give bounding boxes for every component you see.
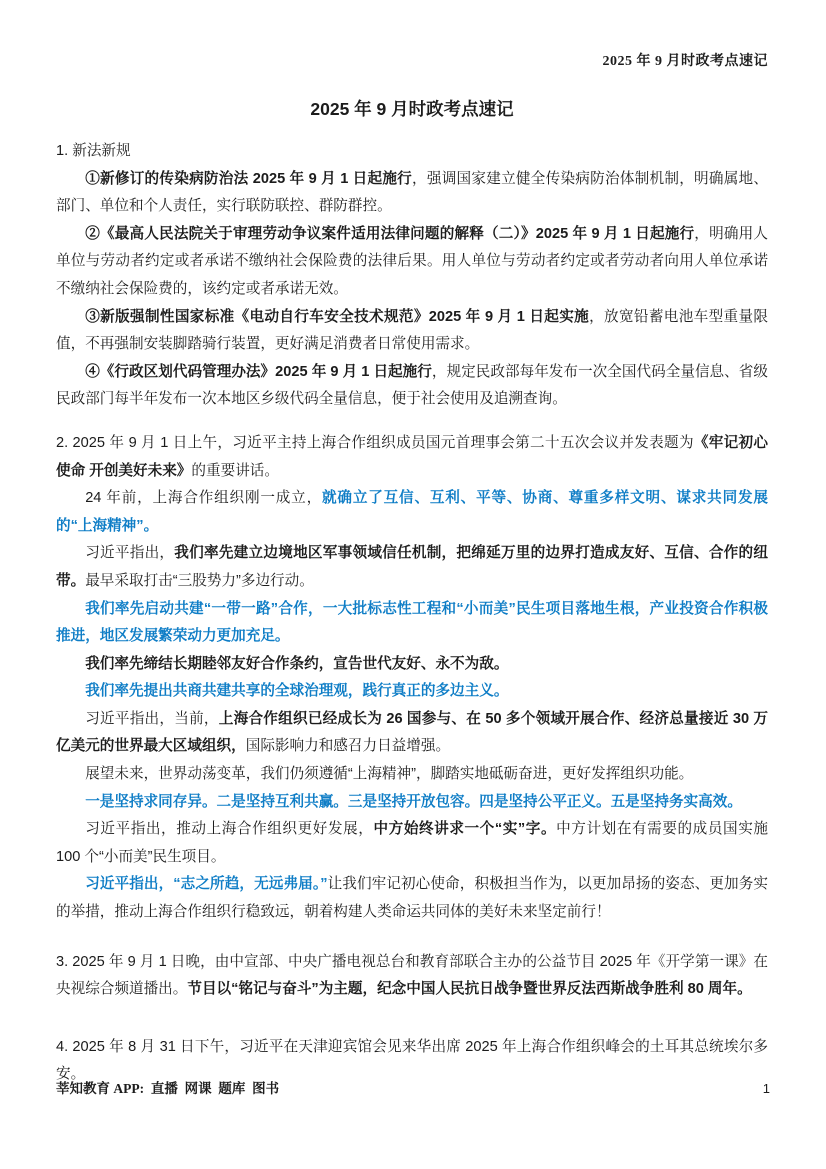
para-global-governance [56,678,768,706]
text-run: 习近平指出， [85,545,175,562]
running-header: 2025 年 9 月时政考点速记 [602,54,768,69]
item-4-admin-division-code [56,359,768,414]
text-run: 4. 2025 年 8 月 31 日下午，习近平在天津迎宾馆会见来华出席 2025 年上海合作组织峰会的土耳其总统埃尔多安。 [56,1038,768,1083]
text-run: 的重要讲话。 [191,462,279,479]
text-run: 国际影响力和感召力日益增强。 [245,738,451,755]
item-2-labor-dispute-interpretation [56,221,768,304]
text-run: 中方始终讲求一个“实”字。 [373,821,557,838]
text-run: 我们率先建立边境地区军事领域信任机制，把绵延万里的边界打造成友好、互信、合作的纽带。 [56,545,768,589]
text-run: 《牢记初心使命 开创美好未来》 [56,434,768,479]
text-run: 我们率先提出共商共建共享的全球治理观，践行真正的多边主义。 [85,683,509,700]
document-body [56,138,768,1089]
text-run: 我们率先启动共建“一带一路”合作，一大批标志性工程和“小而美”民生项目落地生根，产业投资合作积极推进，地区发展繁荣动力更加充足。 [56,600,768,645]
footer-brand: 莘知教育 APP: 直播 网课 题库 图书 [56,1081,280,1096]
text-run: 习近平指出，推动上海合作组织更好发展， [85,821,374,838]
text-run: ，规定民政部每年发布一次全国代码全量信息、省级民政部门每半年发布一次本地区乡级代码全量信息，便于社会使用及追溯查询。 [56,363,768,408]
para-shanghai-spirit [56,485,768,540]
para-aspiration-quote [56,871,768,926]
text-run: 1. 新法新规 [56,143,131,159]
text-run: 节目以“铭记与奋斗”为主题，纪念中国人民抗日战争暨世界反法西斯战争胜利 80 周年。 [187,981,752,998]
text-run: 一是坚持求同存异。二是坚持互利共赢。三是坚持开放包容。四是坚持公平正义。五是坚持务实高效。 [85,793,742,810]
para-outlook [56,761,768,789]
para-sco-growth [56,706,768,761]
text-run: 让我们牢记初心使命，积极担当作为，以更加昂扬的姿态、更加务实的举措，推动上海合作组织行稳致远，朝着构建人类命运共同体的美好未来坚定前行！ [56,876,768,921]
text-run: 上海合作组织已经成长为 26 国参与、在 50 多个领域开展合作、经济总量接近 30 万亿美元的世界最大区域组织， [56,710,768,755]
para-border-trust [56,540,768,595]
section-2-sco-summit [56,430,768,485]
text-run: 我们率先缔结长期睦邻友好合作条约，宣告世代友好、永不为敌。 [85,655,509,672]
text-run: ，放宽铅蓄电池车型重量限值，不再强制安装脚踏骑行装置，更好满足消费者日常使用需求。 [56,308,768,353]
para-belt-and-road [56,596,768,651]
page-title: 2025 年 9 月时政考点速记 [310,99,514,119]
text-run: 2. 2025 年 9 月 1 日上午，习近平主持上海合作组织成员国元首理事会第二十五次会议并发表题为 [56,434,694,451]
text-run: 习近平指出，“志之所趋，无远弗届。” [85,876,328,893]
section-3-first-class [56,949,768,1004]
page-footer [56,1080,770,1098]
text-run: ，强调国家建立健全传染病防治体制机制，明确属地、部门、单位和个人责任，实行联防联控、群防群控。 [56,170,768,215]
section-1-heading [56,138,768,166]
text-run: ②《最高人民法院关于审理劳动争议案件适用法律问题的解释（二）》2025 年 9 月 1 日起施行 [85,225,695,242]
para-five-principles [56,789,768,817]
item-1-infectious-disease-law [56,166,768,221]
text-run: 展望未来，世界动荡变革，我们仍须遵循“上海精神”，脚踏实地砥砺奋进，更好发挥组织功能。 [85,766,694,783]
para-good-neighbor-treaty [56,651,768,679]
text-run: ，明确用人单位与劳动者约定或者承诺不缴纳社会保险费的法律后果。用人单位与劳动者约定或者劳动者向用人单位承诺不缴纳社会保险费的，该约定或者承诺无效。 [56,225,768,297]
text-run: 就确立了互信、互利、平等、协商、尊重多样文明、谋求共同发展的“上海精神”。 [56,490,768,534]
text-run: ④《行政区划代码管理办法》2025 年 9 月 1 日起施行 [85,363,432,380]
text-run: 3. 2025 年 9 月 1 日晚，由中宣部、中央广播电视总台和教育部联合主办的公益节目 2025 年《开学第一课》在央视综合频道播出。 [56,953,768,998]
text-run: 中方计划在有需要的成员国实施 100 个“小而美”民生项目。 [56,821,768,865]
text-run: 最早采取打击“三股势力”多边行动。 [85,572,314,589]
para-shi-character [56,816,768,871]
text-run: 习近平指出，当前， [85,710,219,727]
text-run: 24 年前，上海合作组织刚一成立， [85,490,322,507]
item-3-ebike-standard [56,304,768,359]
text-run: ③新版强制性国家标准《电动自行车安全技术规范》2025 年 9 月 1 日起实施 [85,308,590,325]
text-run: ①新修订的传染病防治法 2025 年 9 月 1 日起施行 [85,170,413,187]
page-number: 1 [762,1081,770,1096]
